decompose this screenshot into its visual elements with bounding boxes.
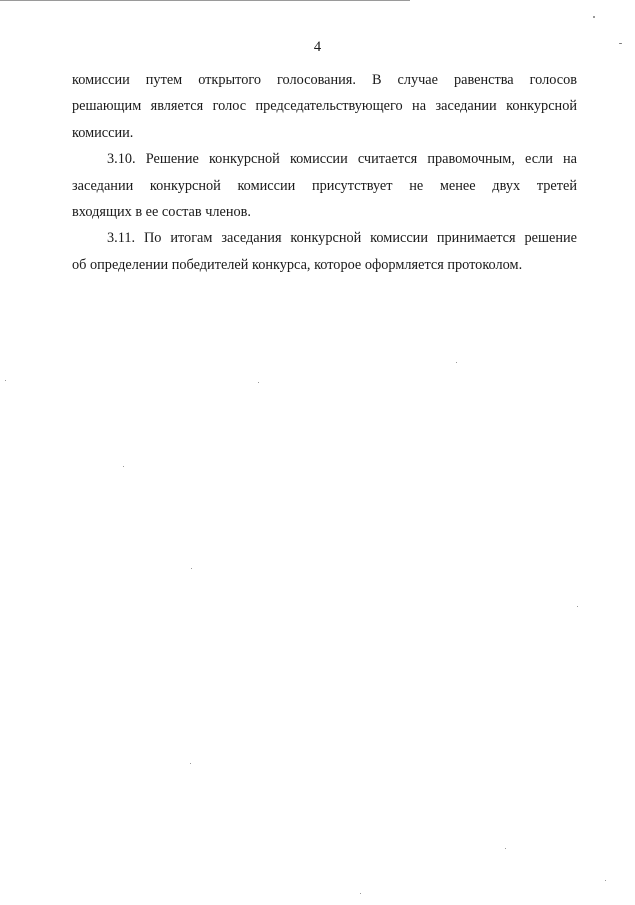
text-line: 3.10. Решение конкурсной комиссии считается правомочным, если на [107,151,577,168]
text-line: 3.11. По итогам заседания конкурсной комиссии принимается решение [107,230,577,247]
text-line: комиссии путем открытого голосования. В случае равенства голосов [72,72,577,88]
page-number: 4 [313,39,322,55]
scan-speck [258,382,259,383]
scan-speck [605,880,606,881]
scan-speck [456,362,457,363]
text-line: комиссии. [72,124,134,141]
scan-speck [123,466,124,467]
scan-speck [577,606,578,607]
paragraph-3-11 [72,225,577,278]
document-body [72,67,577,278]
scan-speck [593,16,595,18]
scan-edge-line [0,0,410,1]
scan-speck [191,568,192,569]
scan-speck [619,43,622,44]
scan-speck [190,763,191,764]
scan-speck [505,848,506,849]
text-line: входящих в ее состав членов. [72,203,251,220]
paragraph [72,67,577,146]
paragraph-3-10 [72,146,577,225]
scan-speck [5,380,6,381]
text-line: об определении победителей конкурса, которое оформляется протоколом. [72,256,523,273]
text-line: заседании конкурсной комиссии присутствует не менее двух третей [72,177,577,194]
scan-speck [360,893,361,894]
text-line: решающим является голос председательствующего на заседании конкурсной [72,98,577,115]
